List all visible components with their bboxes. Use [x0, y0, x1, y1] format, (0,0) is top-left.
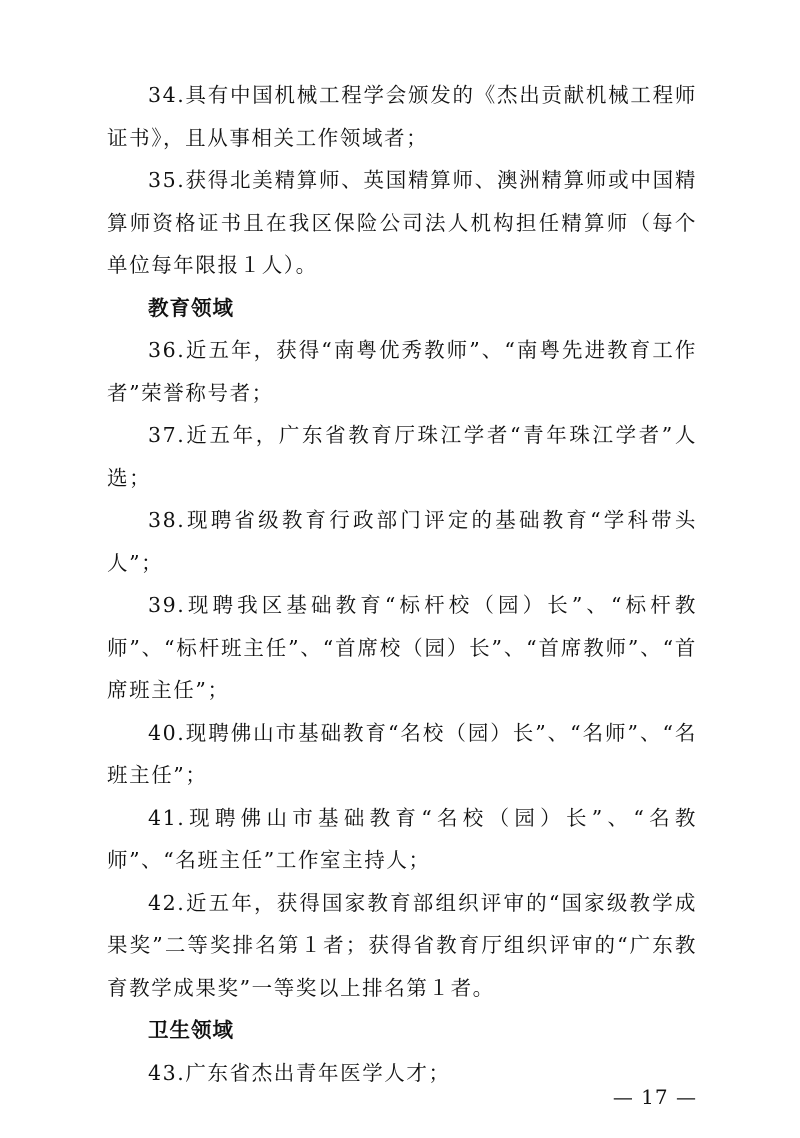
list-item-39: 39.现聘我区基础教育“标杆校（园）长”、“标杆教师”、“标杆班主任”、“首席校（园）长”、“首席教师”、“首席班主任”； [107, 593, 697, 702]
list-item-41: 41.现聘佛山市基础教育“名校（园）长”、“名教师”、“名班主任”工作室主持人； [107, 805, 697, 872]
list-item-43: 43.广东省杰出青年医学人才； [148, 1060, 451, 1085]
list-item-42: 42.近五年，获得国家教育部组织评审的“国家级教学成果奖”二等奖排名第１者；获得省教育厅组织评审的“广东教育教学成果奖”一等奖以上排名第１者。 [107, 890, 697, 1000]
section-heading-education: 教育领域 [148, 295, 234, 320]
page-body [107, 74, 697, 1094]
list-item-40: 40.现聘佛山市基础教育“名校（园）长”、“名师”、“名班主任”； [107, 720, 697, 787]
list-item-38: 38.现聘省级教育行政部门评定的基础教育“学科带头人”； [107, 508, 697, 575]
list-item-36: 36.近五年，获得“南粤优秀教师”、“南粤先进教育工作者”荣誉称号者； [107, 338, 697, 405]
section-heading-health: 卫生领域 [148, 1018, 234, 1042]
page-number: — 17 — [612, 1085, 697, 1109]
list-item-35: 35.获得北美精算师、英国精算师、澳洲精算师或中国精算师资格证书且在我区保险公司法人机构担任精算师（每个单位每年限报１人）。 [107, 168, 697, 277]
list-item-34: 34.具有中国机械工程学会颁发的《杰出贡献机械工程师证书》，且从事相关工作领域者； [107, 83, 697, 150]
list-item-37: 37.近五年，广东省教育厅珠江学者“青年珠江学者”人选； [107, 423, 697, 490]
